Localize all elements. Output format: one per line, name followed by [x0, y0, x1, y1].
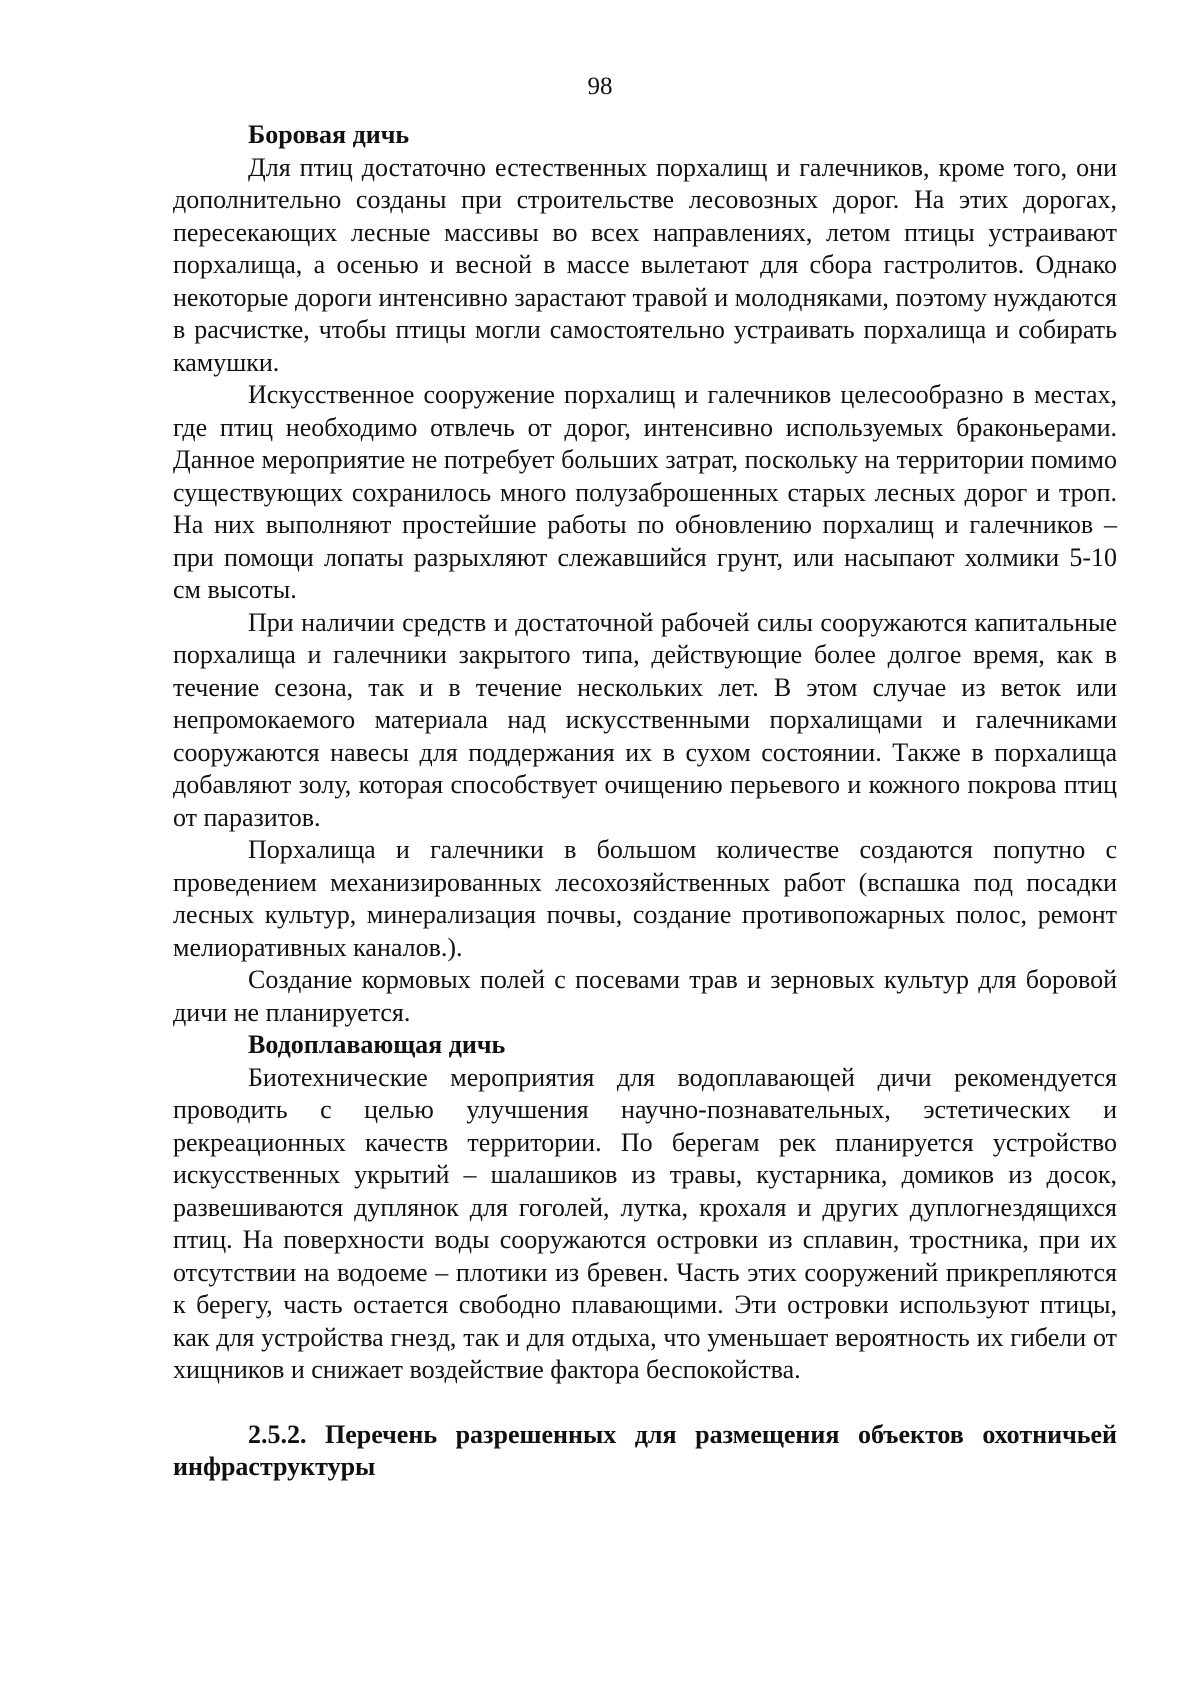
section-title: 2.5.2. Перечень разрешенных для размещения объектов охотничьей инфраструктуры — [173, 1419, 1117, 1481]
paragraph: Биотехнические мероприятия для водоплавающей дичи рекомендуется проводить с целью улучшения научно-познавательных, эстетических и рекреационных качеств территории. По берегам рек планируется устройство искусственных укрытий – шалашиков из травы, кустарника, домиков из досок, развешиваются дуплянок для гоголей, лутка, крохаля и других дуплогнездящихся птиц. На поверхности воды сооружаются островки из сплавин, тростника, при их отсутствии на водоеме – плотики из бревен. Часть этих сооружений прикрепляются к берегу, часть остается свободно плавающими. Эти островки используют птицы, как для устройства гнезд, так и для отдыха, что уменьшает вероятность их гибели от хищников и снижает воздействие фактора беспокойства. — [173, 1062, 1117, 1384]
paragraph: При наличии средств и достаточной рабочей силы сооружаются капитальные порхалища и галечники закрытого типа, действующие более долгое время, как в течение сезона, так и в течение нескольких лет. В этом случае из веток или непромокаемого материала над искусственными порхалищами и галечниками сооружаются навесы для поддержания их в сухом состоянии. Также в порхалища добавляют золу, которая способствует очищению перьевого и кожного покрова птиц от паразитов. — [173, 607, 1117, 832]
page-number: 98 — [587, 73, 613, 100]
paragraph: Порхалища и галечники в большом количестве создаются попутно с проведением механизированных лесохозяйственных работ (вспашка под посадки лесных культур, минерализация почвы, создание противопожарных полос, ремонт мелиоративных каналов.). — [173, 835, 1117, 962]
paragraph: Для птиц достаточно естественных порхалищ и галечников, кроме того, они дополнительно созданы при строительстве лесовозных дорог. На этих дорогах, пересекающих лесные массивы во всех направлениях, летом птицы устраивают порхалища, а осенью и весной в массе вылетают для сбора гастролитов. Однако некоторые дороги интенсивно зарастают травой и молодняками, поэтому нуждаются в расчистке, чтобы птицы могли самостоятельно устраивать порхалища и собирать камушки. — [173, 152, 1117, 377]
heading-waterfowl: Водоплавающая дичь — [248, 1030, 506, 1059]
heading-forest-game: Боровая дичь — [248, 120, 410, 149]
paragraph: Создание кормовых полей с посевами трав и зерновых культур для боровой дичи не планируется. — [173, 965, 1117, 1027]
paragraph: Искусственное сооружение порхалищ и галечников целесообразно в местах, где птиц необходимо отвлечь от дорог, интенсивно используемых браконьерами. Данное мероприятие не потребует больших затрат, поскольку на территории помимо существующих сохранилось много полузаброшенных старых лесных дорог и троп. На них выполняют простейшие работы по обновлению порхалищ и галечников – при помощи лопаты разрыхляют слежавшийся грунт, или насыпают холмики 5-10 см высоты. — [173, 380, 1117, 604]
page-content — [173, 119, 1117, 1484]
